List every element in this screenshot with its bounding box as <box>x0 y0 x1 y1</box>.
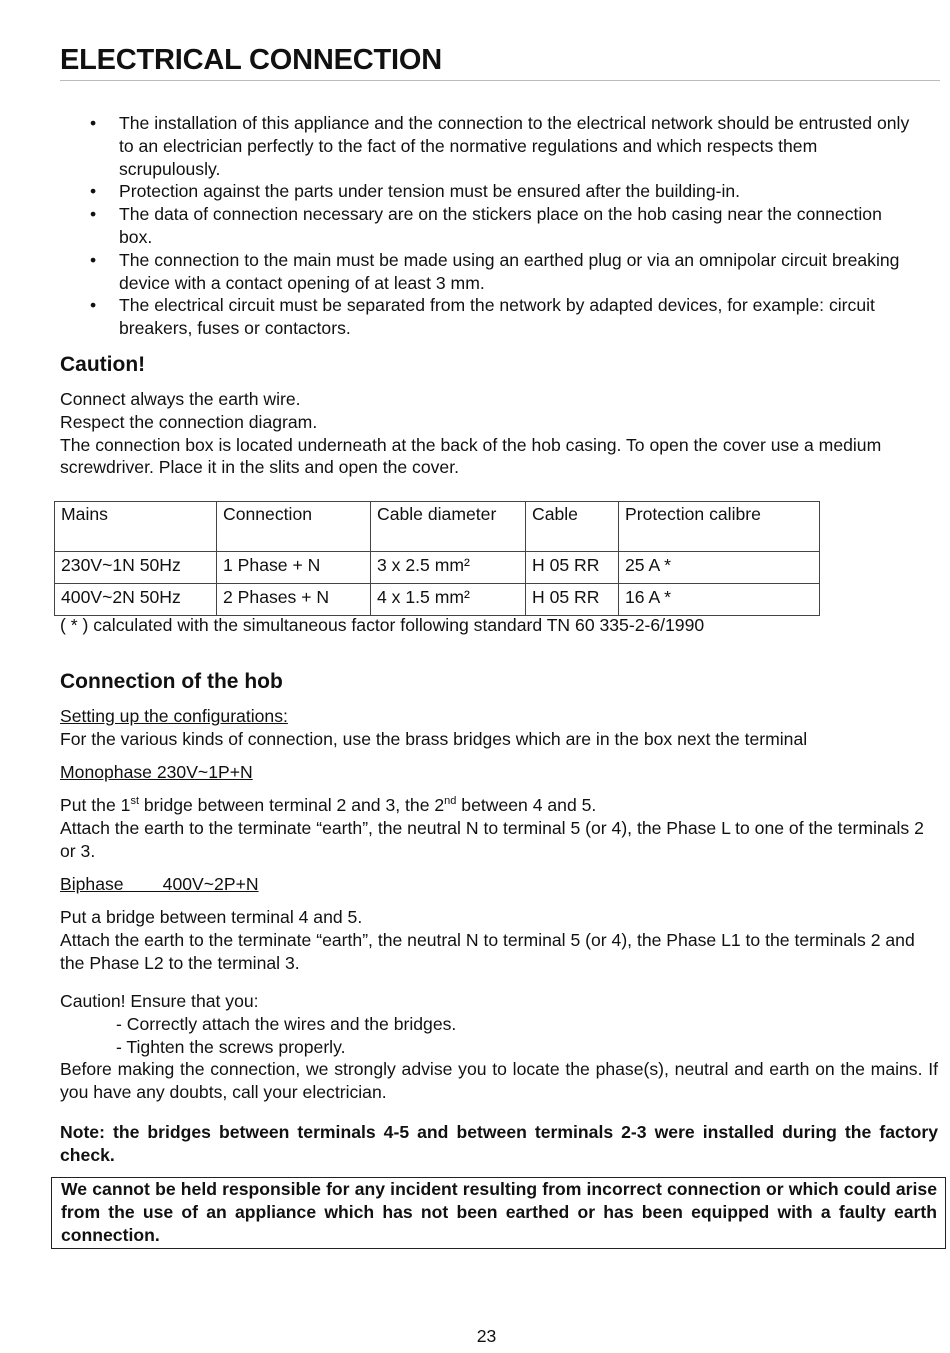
caution-text <box>60 388 938 479</box>
biphase-title: Biphase 400V~2P+N <box>60 874 259 894</box>
table-row <box>55 584 820 616</box>
monophase-earth-line: Attach the earth to the terminate “earth”, the neutral N to terminal 5 (or 4), the Phase L to one of the terminals 2 or 3. <box>60 817 924 861</box>
monophase-bridge-line: Put the 1st bridge between terminal 2 and 3, the 2nd between 4 and 5. <box>60 795 597 815</box>
table-header-cell: Cable <box>526 502 619 552</box>
bullet-icon: • <box>90 181 97 202</box>
disclaimer-box: We cannot be held responsible for any incident resulting from incorrect connection or which could arise from the use of an appliance which has not been earthed or has been equipped with a faulty earth connection. <box>51 1177 946 1249</box>
connection-spec-table <box>54 501 820 616</box>
page-title: ELECTRICAL CONNECTION <box>60 44 442 76</box>
factory-note: Note: the bridges between terminals 4-5 and between terminals 2-3 were installed during the factory check. <box>60 1122 938 1165</box>
table-header-cell: Cable diameter <box>371 502 526 552</box>
ensure-item: - Tighten the screws properly. <box>116 1036 346 1057</box>
list-item: • The installation of this appliance and the connection to the electrical network should be entrusted only to an electrician perfectly to the fact of the normative regulations and which respects them scrupulously. <box>90 113 910 179</box>
biphase-bridge-line: Put a bridge between terminal 4 and 5. <box>60 907 363 927</box>
table-cell: 3 x 2.5 mm² <box>371 552 526 584</box>
setup-text: For the various kinds of connection, use the brass bridges which are in the box next the terminal <box>60 728 808 749</box>
biphase-earth-line: Attach the earth to the terminate “earth”, the neutral N to terminal 5 (or 4), the Phase L1 to the terminals 2 and the Phase L2 to the terminal 3. <box>60 929 915 973</box>
monophase-title: Monophase 230V~1P+N <box>60 762 253 782</box>
table-cell: 2 Phases + N <box>217 584 371 616</box>
table-header-cell: Protection calibre <box>619 502 820 552</box>
caution-heading: Caution! <box>60 353 146 376</box>
bullet-icon: • <box>90 295 97 316</box>
table-header-cell: Connection <box>217 502 371 552</box>
list-item: • The electrical circuit must be separated from the network by adapted devices, for example: circuit breakers, fuses or contactors. <box>90 295 875 339</box>
table-cell: 4 x 1.5 mm² <box>371 584 526 616</box>
monophase-instructions <box>60 794 938 862</box>
caution-line: Respect the connection diagram. <box>60 411 318 432</box>
title-divider <box>60 80 940 81</box>
page-number: 23 <box>476 1326 497 1346</box>
table-cell: 230V~1N 50Hz <box>55 552 217 584</box>
bullet-icon: • <box>90 113 97 133</box>
ensure-item: - Correctly attach the wires and the bridges. <box>116 1013 457 1034</box>
ensure-section <box>60 990 938 1104</box>
hob-connection-heading: Connection of the hob <box>60 670 283 693</box>
table-row <box>55 552 820 584</box>
bullet-icon: • <box>90 204 97 225</box>
advise-text: Before making the connection, we strongly advise you to locate the phase(s), neutral and earth on the mains. If you have any doubts, call your electrician. <box>60 1059 938 1103</box>
table-footnote: ( * ) calculated with the simultaneous factor following standard TN 60 335-2-6/1990 <box>60 615 705 635</box>
table-cell: 1 Phase + N <box>217 552 371 584</box>
table-cell: 400V~2N 50Hz <box>55 584 217 616</box>
caution-line: The connection box is located underneath at the back of the hob casing. To open the cover use a medium screwdriver. Place it in the slits and open the cover. <box>60 434 882 478</box>
table-cell: H 05 RR <box>526 584 619 616</box>
bullet-icon: • <box>90 249 97 270</box>
installation-bullet-list <box>60 112 920 340</box>
list-item: • Protection against the parts under tension must be ensured after the building-in. <box>90 181 741 202</box>
caution-line: Connect always the earth wire. <box>60 389 301 409</box>
setup-title: Setting up the configurations: <box>60 706 288 726</box>
biphase-instructions <box>60 906 938 974</box>
table-cell: H 05 RR <box>526 552 619 584</box>
table-header-cell: Mains <box>55 502 217 552</box>
list-item: • The data of connection necessary are on the stickers place on the hob casing near the connection box. <box>90 204 882 247</box>
setup-section <box>60 705 938 751</box>
table-cell: 25 A * <box>619 552 820 584</box>
ensure-title: Caution! Ensure that you: <box>60 991 259 1011</box>
table-cell: 16 A * <box>619 584 820 616</box>
table-header-row <box>55 502 820 552</box>
list-item: • The connection to the main must be made using an earthed plug or via an omnipolar circuit breaking device with a contact opening of at least 3 mm. <box>90 249 900 293</box>
